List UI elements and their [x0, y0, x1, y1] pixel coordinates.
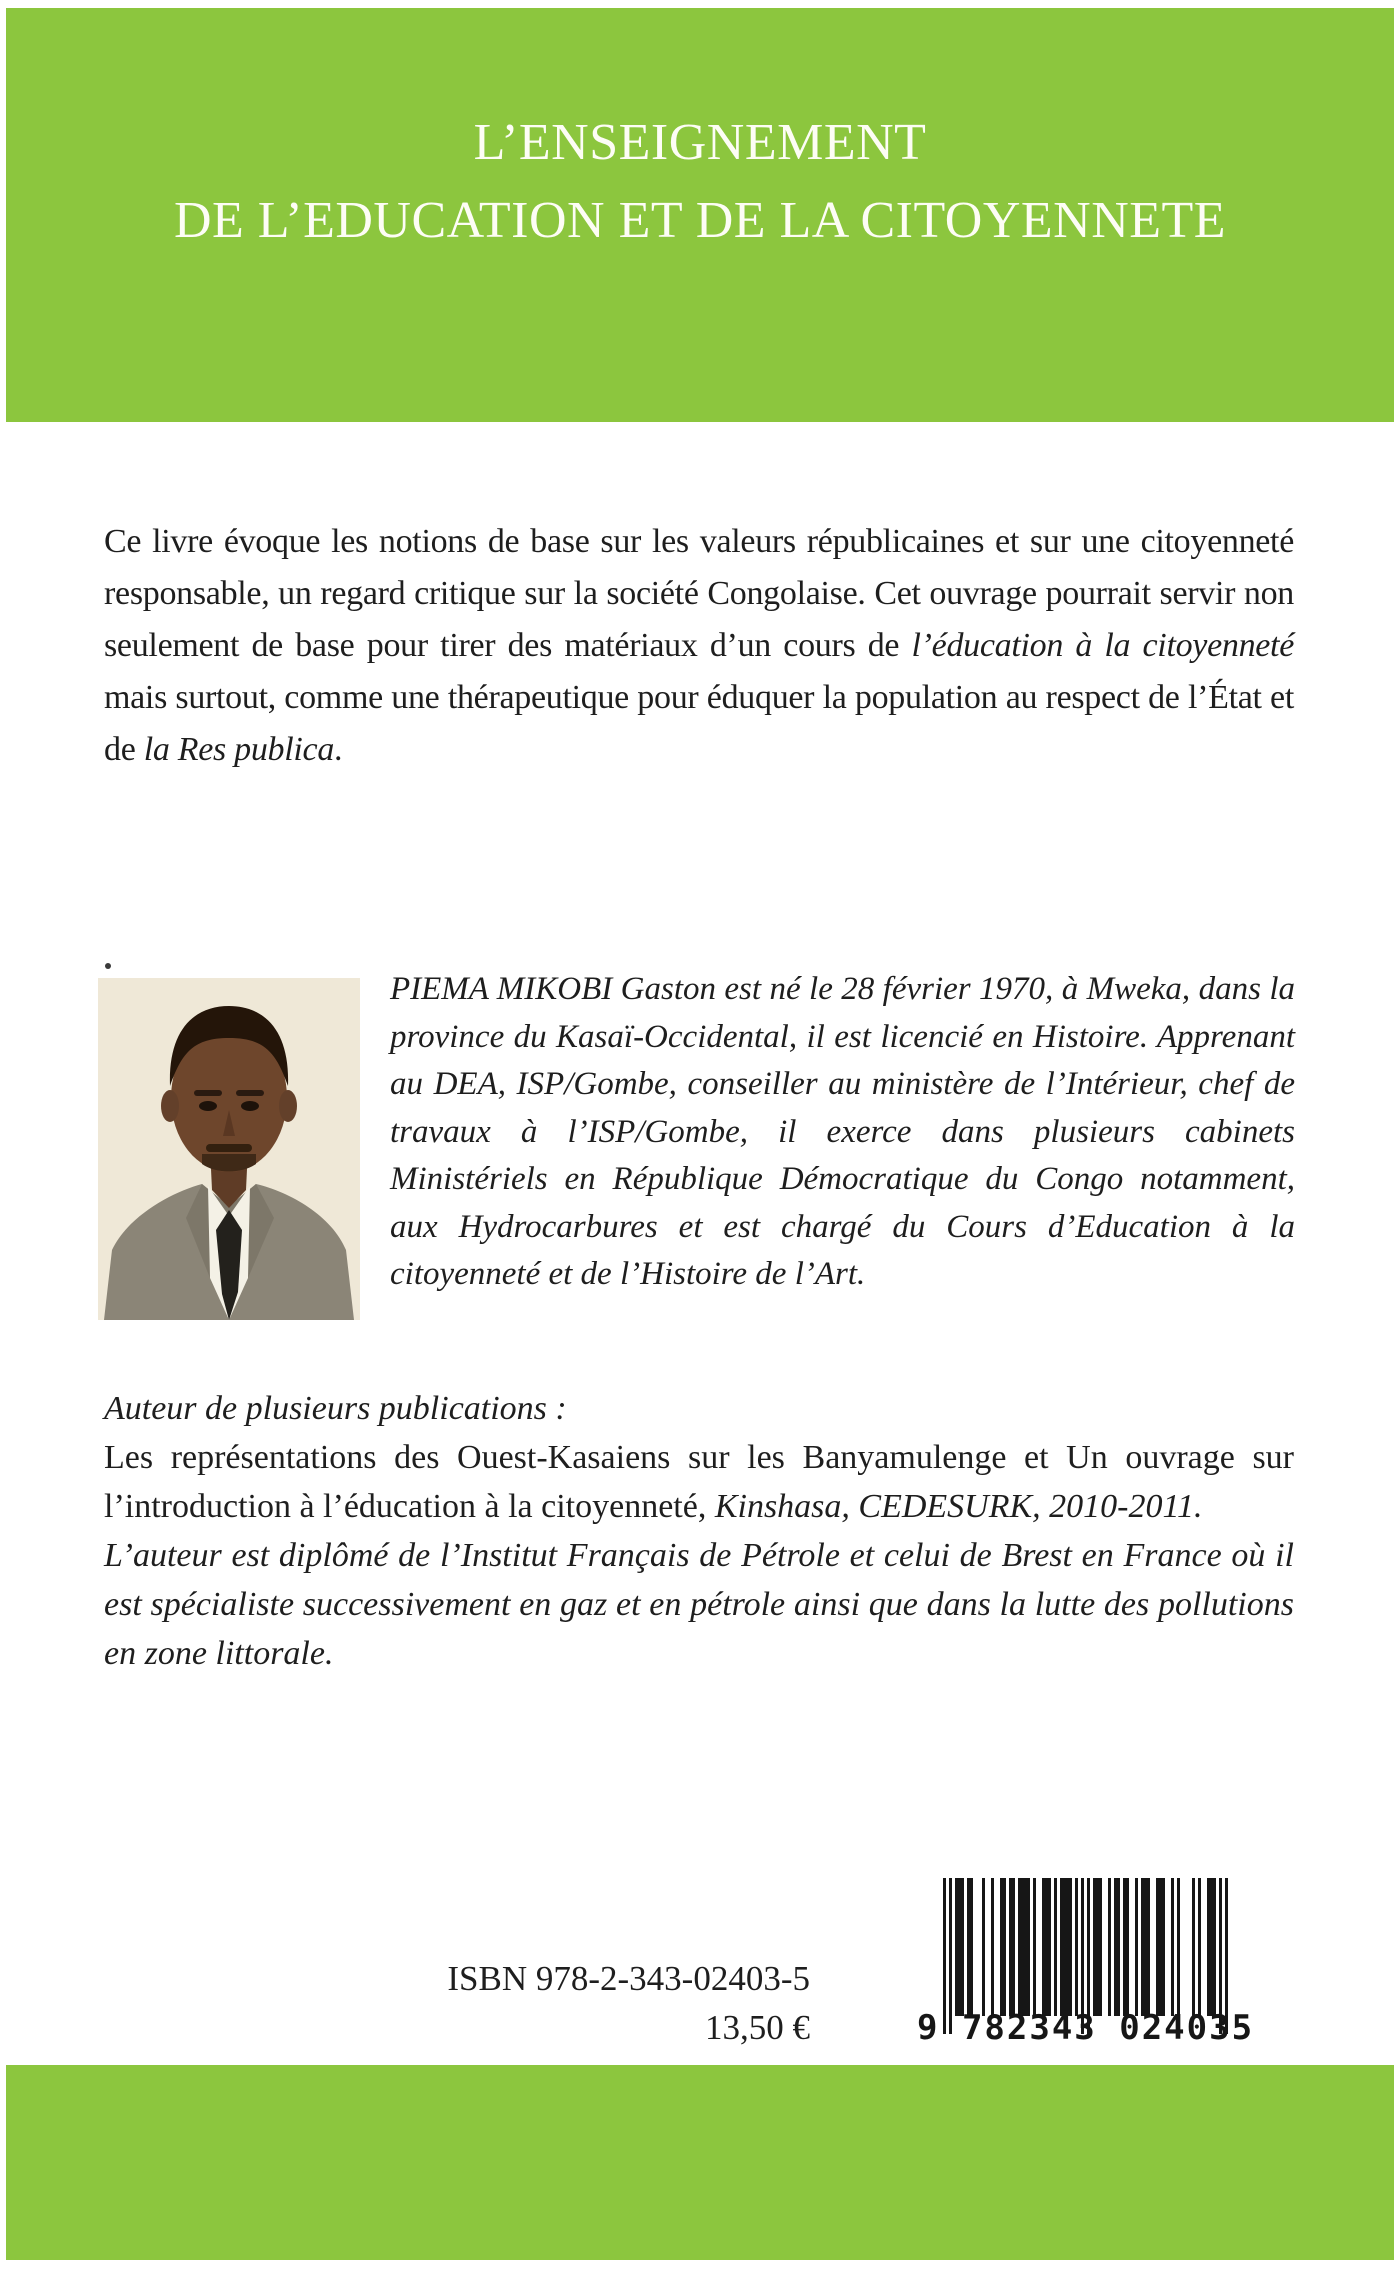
print-speck	[105, 963, 111, 969]
barcode-digits: 9 782343 024035	[917, 2008, 1255, 2048]
book-title-line2: DE L’EDUCATION ET DE LA CITOYENNETE	[173, 192, 1227, 249]
author-bio: PIEMA MIKOBI Gaston est né le 28 février 1970, à Mweka, dans la province du Kasaï-Occidental, il est licencié en Histoire. Apprenant au DEA, ISP/Gombe, conseiller au ministère de l’Intérieur, chef de travaux à l’ISP/Gombe, il exerce dans plusieurs cabinets Ministériels en République Démocratique du Congo notamment, aux Hydrocarbures et est chargé du Cours d’Education à la citoyenneté et de l’Histoire de l’Art.	[390, 971, 1295, 1292]
book-title-line1: L’ENSEIGNEMENT	[473, 114, 927, 171]
diploma-paragraph: L’auteur est diplômé de l’Institut Français de Pétrole et celui de Brest en France où il est spécialiste successivement en gaz et en pétrole ainsi que dans la lutte des pollutions en zone littorale.	[104, 1537, 1294, 1672]
author-photo	[98, 978, 360, 1320]
title-band	[6, 8, 1394, 422]
publications-section	[104, 1384, 1294, 1678]
publications-paragraph: Les représentations des Ouest-Kasaiens sur les Banyamulenge et Un ouvrage sur l’introduction à l’éducation à la citoyenneté, Kinshasa, CEDESURK, 2010-2011.	[104, 1439, 1294, 1525]
isbn-block	[400, 1954, 810, 2052]
footer-band	[6, 2065, 1394, 2260]
price: 13,50 €	[705, 2008, 810, 2047]
book-title	[6, 104, 1394, 260]
barcode	[917, 1878, 1257, 2050]
isbn-number: ISBN 978-2-343-02403-5	[447, 1959, 810, 1998]
synopsis-paragraph: Ce livre évoque les notions de base sur les valeurs républicaines et sur une citoyenneté responsable, un regard critique sur la société Congolaise. Cet ouvrage pourrait servir non seulement de base pour tirer des matériaux d’un cours de l’éducation à la citoyenneté mais surtout, comme une thérapeutique pour éduquer la population au respect de l’État et de la Res publica.	[104, 523, 1294, 768]
publications-heading: Auteur de plusieurs publications :	[104, 1390, 567, 1427]
